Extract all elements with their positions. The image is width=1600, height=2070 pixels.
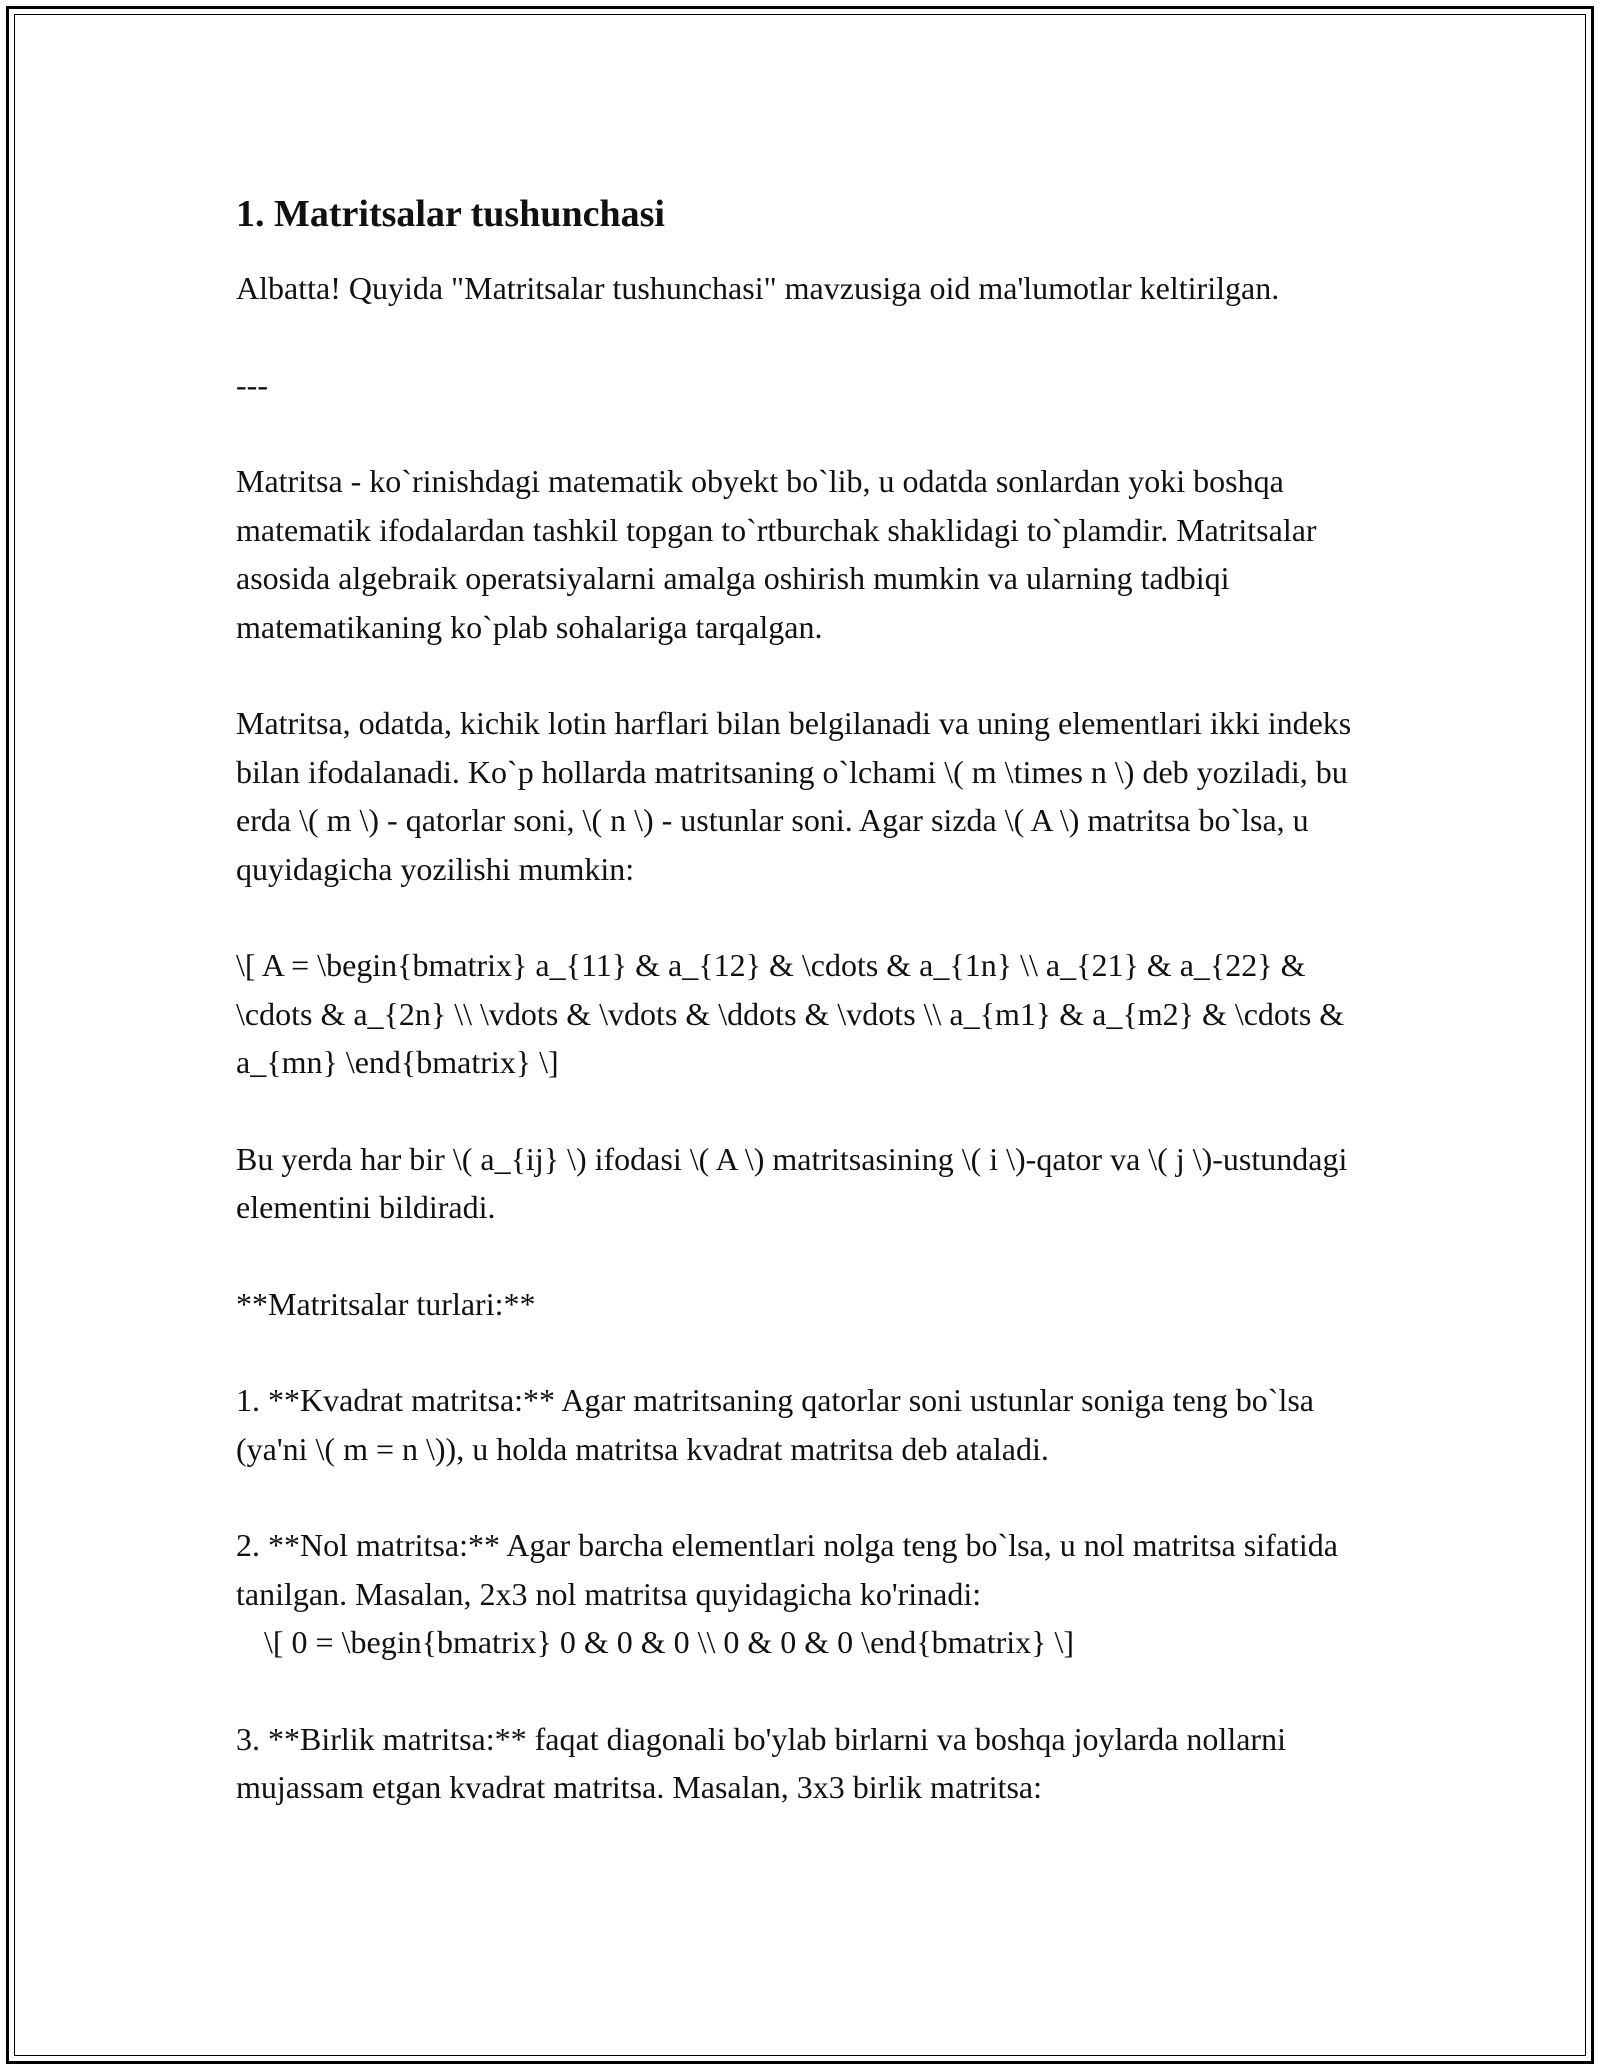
element-explanation: Bu yerda har bir \( a_{ij} \) ifodasi \( A \) matritsasining \( i \)-qator va \( j \)-ustundagi elementini bildiradi. bbox=[236, 1140, 1348, 1225]
matrix-formula: \[ A = \begin{bmatrix} a_{11} & a_{12} & \cdots & a_{1n} \\ a_{21} & a_{22} & \cdots & a_{2n} \\ \vdots & \vdots & \ddots & \vdots \\ a_{m1} & a_{m2} & \cdots & a_{mn} \end{bmatrix} \] bbox=[236, 947, 1345, 1080]
list-item-identity-matrix: 3. **Birlik matritsa:** faqat diagonali bo'ylab birlarni va boshqa joylarda nollarni mujassam etgan kvadrat matritsa. Masalan, 3x3 birlik matritsa: bbox=[236, 1720, 1286, 1805]
zero-matrix-formula: \[ 0 = \begin{bmatrix} 0 & 0 & 0 \\ 0 & 0 & 0 \end{bmatrix} \] bbox=[264, 1624, 1075, 1660]
list-item-zero-matrix: 2. **Nol matritsa:** Agar barcha elementlari nolga teng bo`lsa, u nol matritsa sifatida tanilgan. Masalan, 2x3 nol matritsa quyidagicha ko'rinadi: bbox=[236, 1527, 1338, 1612]
section-heading: 1. Matritsalar tushunchasi bbox=[236, 193, 665, 235]
separator-line: --- bbox=[236, 366, 268, 403]
notation-paragraph: Matritsa, odatda, kichik lotin harflari bilan belgilanadi va uning elementlari ikki indeks bilan ifodalanadi. Ko`p hollarda matritsaning o`lchami \( m \times n \) deb yoziladi, bu erda \( m \) - qatorlar soni, \( n \) - ustunlar soni. Agar sizda \( A \) matritsa bo`lsa, u quyidagicha yozilishi mumkin: bbox=[236, 705, 1352, 887]
spacer bbox=[236, 1667, 1376, 1715]
types-heading: **Matritsalar turlari:** bbox=[236, 1285, 536, 1322]
document-body bbox=[236, 188, 1376, 1860]
list-item-square-matrix: 1. **Kvadrat matritsa:** Agar matritsaning qatorlar soni ustunlar soniga teng bo`lsa (ya'ni \( m = n \)), u holda matritsa kvadrat matritsa deb ataladi. bbox=[236, 1382, 1314, 1467]
intro-paragraph: Albatta! Quyida "Matritsalar tushunchasi" mavzusiga oid ma'lumotlar keltirilgan. bbox=[236, 270, 1280, 306]
definition-paragraph: Matritsa - ko`rinishdagi matematik obyekt bo`lib, u odatda sonlardan yoki boshqa matematik ifodalardan tashkil topgan to`rtburchak shaklidagi to`plamdir. Matritsalar asosida algebraik operatsiyalarni amalga oshirish mumkin va ularning tadbiqi matematikaning ko`plab sohalariga tarqalgan. bbox=[236, 463, 1317, 645]
